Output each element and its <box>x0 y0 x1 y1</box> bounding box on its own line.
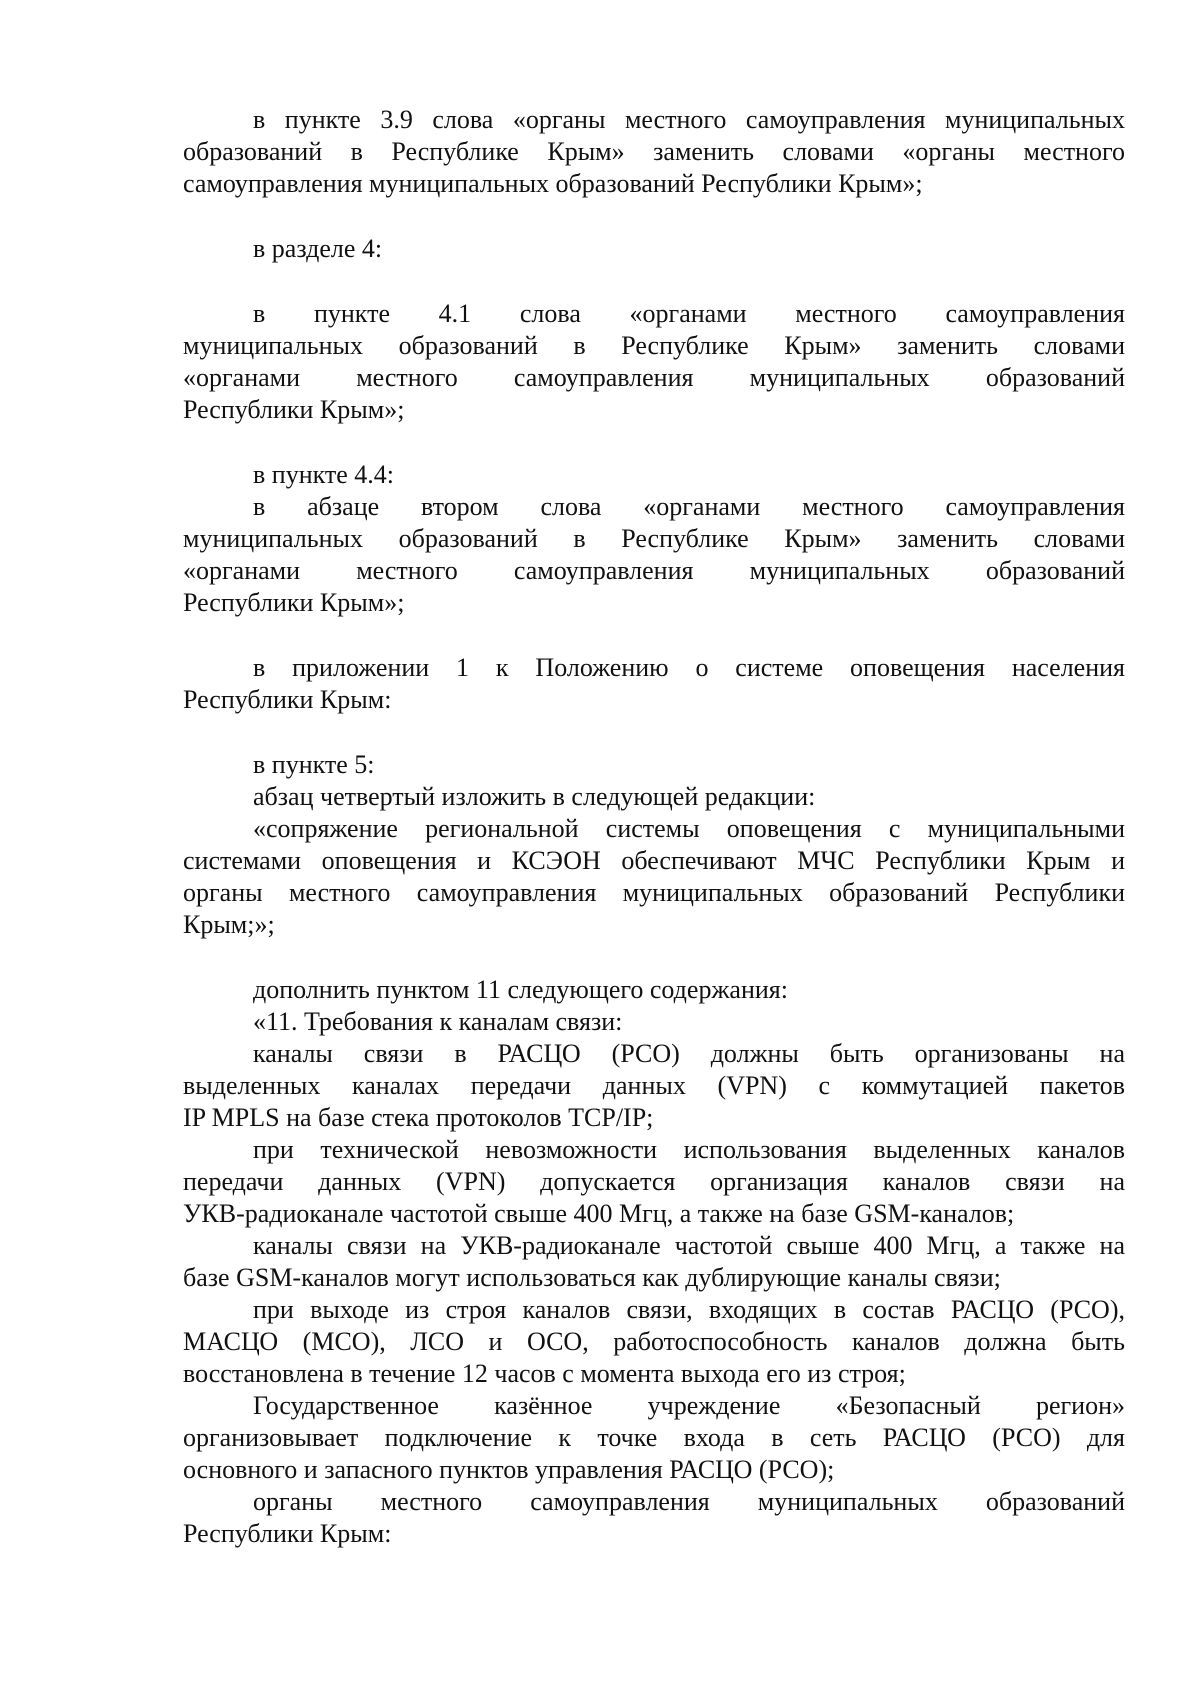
paragraph-point-5 <box>183 749 1125 941</box>
paragraph-section-4 <box>183 233 1125 265</box>
text-line: в пункте 4.4: <box>253 460 395 489</box>
text-line: организовывает подключение к точке входа в сеть РАСЦО (РСО) для <box>183 1423 1125 1452</box>
text-line: «сопряжение региональной системы оповещения с муниципальными <box>253 814 1125 843</box>
text-line: системами оповещения и КСЭОН обеспечивают МЧС Республики Крым и <box>183 846 1125 875</box>
text-line: «11. Требования к каналам связи: <box>253 1007 623 1036</box>
text-line: передачи данных (VPN) допускается организация каналов связи на <box>183 1167 1125 1196</box>
text-line: IP MPLS на базе стека протоколов TCP/IP; <box>183 1103 654 1132</box>
paragraph-4-4 <box>183 459 1125 619</box>
text-line: органы местного самоуправления муниципальных образований <box>253 1487 1125 1516</box>
text-line: в пункте 4.1 слова «органами местного самоуправления <box>253 299 1125 328</box>
paragraph-4-1 <box>183 298 1125 426</box>
text-line: «органами местного самоуправления муниципальных образований <box>183 556 1125 585</box>
paragraph-3-9 <box>183 104 1125 200</box>
text-line: в пункте 5: <box>253 750 375 779</box>
text-line: органы местного самоуправления муниципальных образований Республики <box>183 878 1125 907</box>
paragraph-appendix-1 <box>183 652 1125 716</box>
text-line: Республики Крым: <box>183 685 392 714</box>
text-line: в абзаце втором слова «органами местного самоуправления <box>253 492 1125 521</box>
text-line: в пункте 3.9 слова «органы местного самоуправления муниципальных <box>253 105 1125 134</box>
paragraph-gap <box>183 619 1125 652</box>
text-line: восстановлена в течение 12 часов с момента выхода его из строя; <box>183 1359 906 1388</box>
text-line: базе GSM-каналов могут использоваться как дублирующие каналы связи; <box>183 1263 1001 1292</box>
paragraph-gap <box>183 941 1125 974</box>
text-line: каналы связи в РАСЦО (РСО) должны быть организованы на <box>253 1039 1125 1068</box>
text-line: каналы связи на УКВ-радиоканале частотой свыше 400 Мгц, а также на <box>253 1231 1125 1260</box>
text-line: в разделе 4: <box>253 234 383 263</box>
text-line: Республики Крым»; <box>183 395 405 424</box>
text-line: УКВ-радиоканале частотой свыше 400 Мгц, а также на базе GSM-каналов; <box>183 1199 1015 1228</box>
text-line: абзац четвертый изложить в следующей редакции: <box>253 782 816 811</box>
text-line: при технической невозможности использования выделенных каналов <box>253 1135 1125 1164</box>
text-line: самоуправления муниципальных образований Республики Крым»; <box>183 169 923 198</box>
text-line: Государственное казённое учреждение «Безопасный регион» <box>253 1391 1125 1420</box>
text-line: муниципальных образований в Республике Крым» заменить словами <box>183 524 1125 553</box>
text-line: муниципальных образований в Республике Крым» заменить словами <box>183 331 1125 360</box>
text-line: Крым;»; <box>183 910 275 939</box>
text-line: Республики Крым»; <box>183 588 405 617</box>
paragraph-gap <box>183 716 1125 749</box>
paragraph-gap <box>183 265 1125 298</box>
text-line: МАСЦО (МСО), ЛСО и ОСО, работоспособность каналов должна быть <box>183 1327 1125 1356</box>
text-line: выделенных каналах передачи данных (VPN) с коммутацией пакетов <box>183 1071 1125 1100</box>
paragraph-gap <box>183 200 1125 233</box>
text-line: в приложении 1 к Положению о системе оповещения населения <box>253 653 1125 682</box>
text-line: «органами местного самоуправления муниципальных образований <box>183 363 1125 392</box>
text-line: Республики Крым: <box>183 1519 392 1548</box>
text-line: при выходе из строя каналов связи, входящих в состав РАСЦО (РСО), <box>253 1295 1125 1324</box>
text-line: основного и запасного пунктов управления РАСЦО (РСО); <box>183 1455 835 1484</box>
document-body <box>183 104 1125 1550</box>
paragraph-gap <box>183 426 1125 459</box>
text-line: образований в Республике Крым» заменить словами «органы местного <box>183 137 1125 166</box>
text-line: дополнить пунктом 11 следующего содержания: <box>253 975 788 1004</box>
paragraph-point-11 <box>183 974 1125 1550</box>
